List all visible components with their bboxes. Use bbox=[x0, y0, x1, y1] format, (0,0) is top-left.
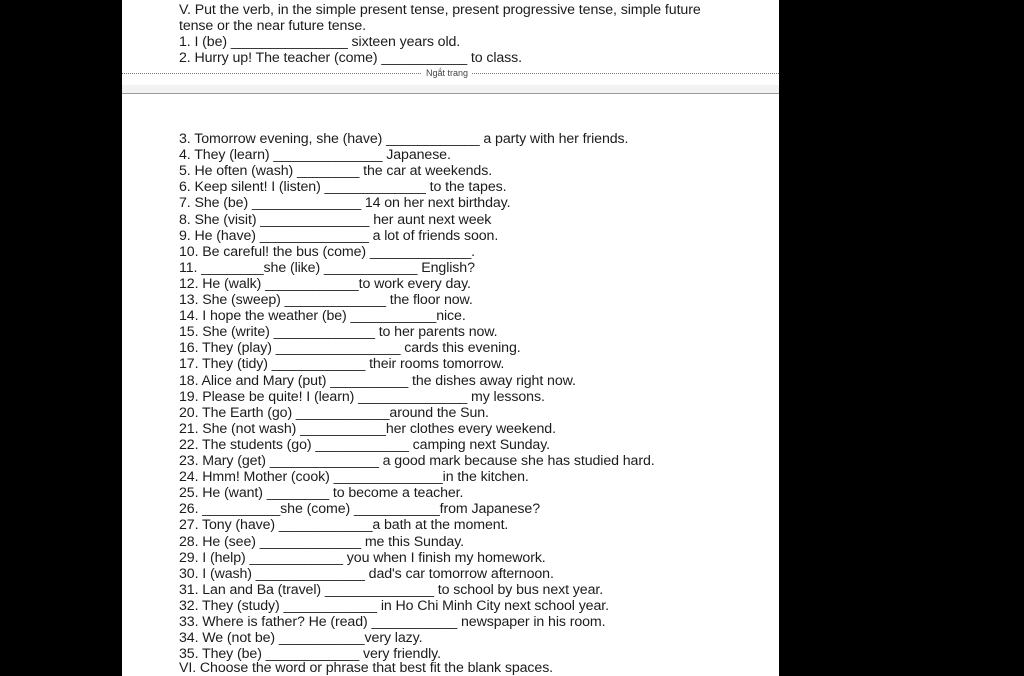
exercise-item: 22. The students (go) ____________ camping next Sunday. bbox=[179, 436, 551, 453]
exercise-item: 17. They (tidy) ____________ their rooms tomorrow. bbox=[179, 356, 505, 373]
exercise-item: 31. Lan and Ba (travel) ______________ to school by bus next year. bbox=[179, 581, 604, 598]
exercise-item: 15. She (write) _____________ to her parents now. bbox=[179, 324, 498, 341]
exercise-item: 3. Tomorrow evening, she (have) ____________ a party with her friends. bbox=[179, 131, 629, 147]
exercise-item-2: 2. Hurry up! The teacher (come) ___________ to class. bbox=[179, 50, 523, 66]
exercise-item: 29. I (help) ____________ you when I finish my homework. bbox=[179, 549, 546, 566]
exercise-item: 12. He (walk) ____________to work every day. bbox=[179, 275, 471, 292]
document-page bbox=[122, 0, 779, 676]
exercise-item: 18. Alice and Mary (put) __________ the dishes away right now. bbox=[179, 372, 576, 389]
exercise-item-1: 1. I (be) _______________ sixteen years old. bbox=[179, 34, 461, 50]
exercise-item: 35. They (be) ____________ very friendly. bbox=[179, 646, 441, 663]
exercise-item: 14. I hope the weather (be) ___________nice. bbox=[179, 308, 466, 325]
exercise-item: 6. Keep silent! I (listen) _____________ to the tapes. bbox=[179, 179, 507, 196]
exercise-item: 32. They (study) ____________ in Ho Chi Minh City next school year. bbox=[179, 597, 609, 614]
exercise-item: 25. He (want) ________ to become a teacher. bbox=[179, 485, 464, 502]
section-v-title-cont: tense or the near future tense. bbox=[179, 18, 366, 34]
exercise-item: 26. __________she (come) ___________from Japanese? bbox=[179, 501, 541, 518]
exercise-item: 30. I (wash) ______________ dad's car tomorrow afternoon. bbox=[179, 565, 554, 582]
exercise-item: 28. He (see) _____________ me this Sunday. bbox=[179, 533, 465, 550]
section-vi-title: VI. Choose the word or phrase that best fit the blank spaces. bbox=[179, 660, 554, 676]
exercise-item: 20. The Earth (go) ____________around the Sun. bbox=[179, 404, 489, 421]
exercise-item: 11. ________she (like) ____________ English? bbox=[179, 259, 475, 276]
section-v-title: V. Put the verb, in the simple present tense, present progressive tense, simple future bbox=[179, 2, 701, 18]
page-gap bbox=[122, 85, 779, 94]
exercise-item: 33. Where is father? He (read) ___________ newspaper in his room. bbox=[179, 614, 606, 630]
exercise-item: 10. Be careful! the bus (come) _____________. bbox=[179, 243, 476, 260]
exercise-item: 19. Please be quite! I (learn) ______________ my lessons. bbox=[179, 388, 545, 405]
exercise-item: 13. She (sweep) _____________ the floor now. bbox=[179, 292, 473, 308]
exercise-item: 9. He (have) ______________ a lot of friends soon. bbox=[179, 227, 499, 244]
exercise-item: 34. We (not be) ___________very lazy. bbox=[179, 630, 423, 647]
page-break-label: Ngắt trang bbox=[422, 67, 472, 79]
exercise-item: 23. Mary (get) ______________ a good mark because she has studied hard. bbox=[179, 453, 655, 469]
exercise-item: 4. They (learn) ______________ Japanese. bbox=[179, 147, 451, 164]
exercise-item: 21. She (not wash) ___________her clothes every weekend. bbox=[179, 420, 556, 437]
exercise-item: 24. Hmm! Mother (cook) ______________in the kitchen. bbox=[179, 469, 529, 486]
exercise-item: 5. He often (wash) ________ the car at weekends. bbox=[179, 163, 493, 180]
exercise-item: 16. They (play) ________________ cards this evening. bbox=[179, 340, 521, 357]
exercise-item: 8. She (visit) ______________ her aunt next week bbox=[179, 211, 492, 228]
exercise-item: 7. She (be) ______________ 14 on her next birthday. bbox=[179, 195, 511, 212]
exercise-item: 27. Tony (have) ____________a bath at the moment. bbox=[179, 517, 509, 534]
